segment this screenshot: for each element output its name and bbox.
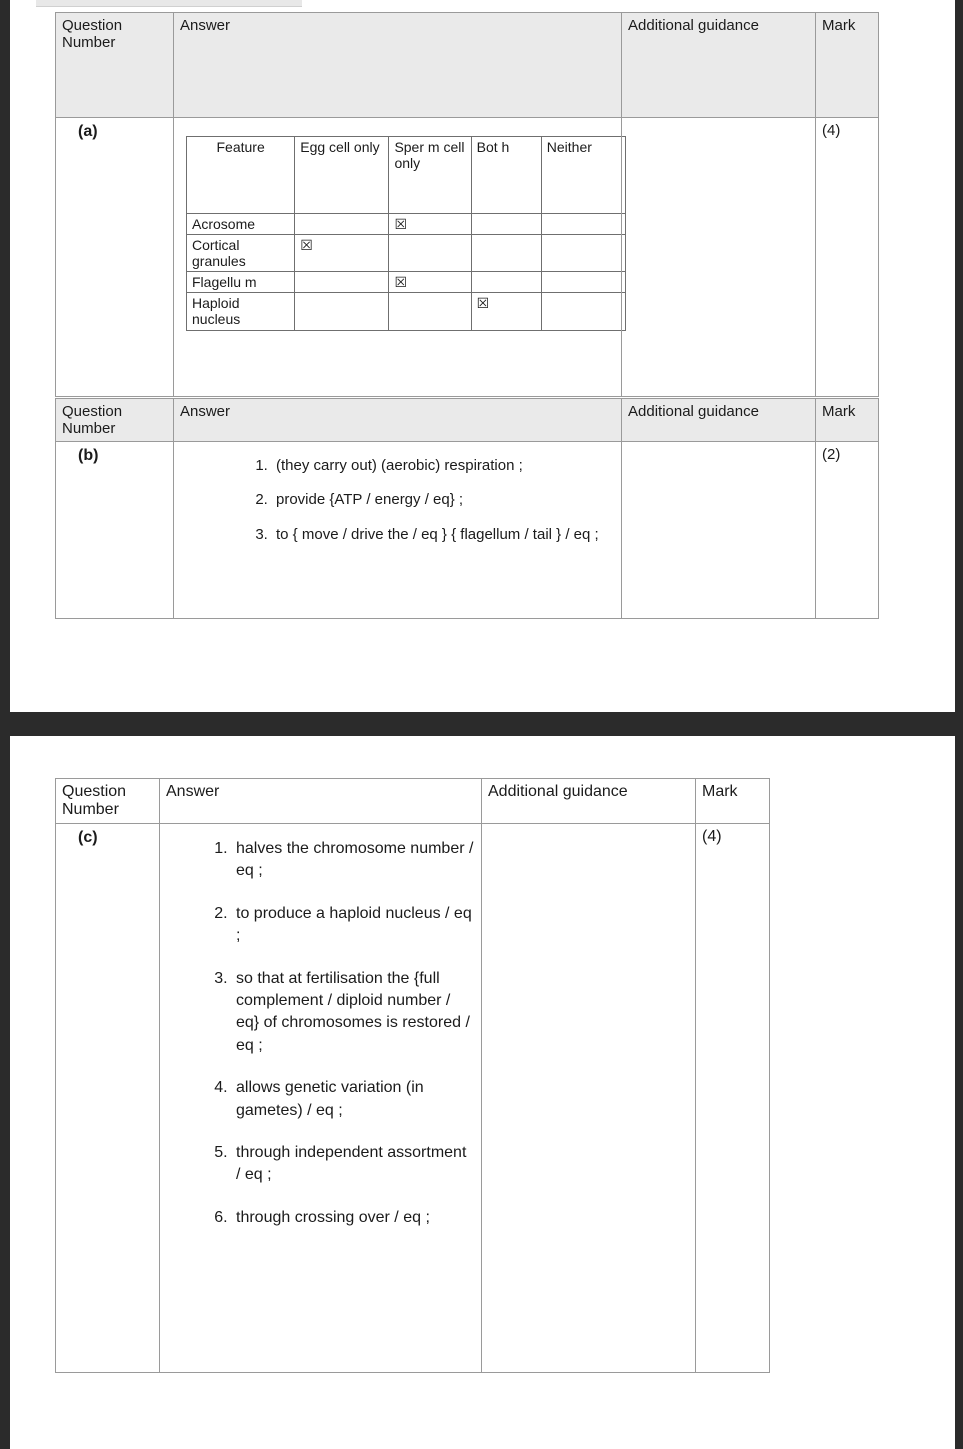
checkbox-cortical-neither[interactable] xyxy=(541,235,625,272)
feature-row-cortical-granules xyxy=(187,235,626,272)
header-answer: Answer xyxy=(174,13,622,118)
answer-point: 6. through crossing over / eq ; xyxy=(232,1207,475,1229)
right-gutter-2 xyxy=(955,736,963,1449)
header-question-line2-c: Number xyxy=(62,801,119,818)
header-question-number xyxy=(56,13,174,118)
additional-guidance-cell-c xyxy=(482,824,696,1373)
header-question-line1-c: Question xyxy=(62,783,127,800)
checkbox-acrosome-egg[interactable] xyxy=(295,214,389,235)
header-additional-guidance-b: Additional guidance xyxy=(622,399,816,442)
answer-point: 3. so that at fertilisation the {full complement / diploid number / eq} of chromosomes is restored / eq ; xyxy=(232,968,475,1058)
checkbox-cortical-egg[interactable]: ☒ xyxy=(295,235,389,272)
header-additional-guidance: Additional guidance xyxy=(622,13,816,118)
feature-name-haploid-nucleus: Haploid nucleus xyxy=(187,293,295,330)
additional-guidance-cell-a xyxy=(622,118,816,397)
header-question-line1-b: Question xyxy=(62,403,123,420)
answer-cell-c xyxy=(160,824,482,1373)
header-question-line2: Number xyxy=(62,34,116,51)
answer-point: 4. allows genetic variation (in gametes) / eq ; xyxy=(232,1077,475,1122)
checkbox-flagellum-egg[interactable] xyxy=(295,272,389,293)
checkbox-flagellum-neither[interactable] xyxy=(541,272,625,293)
header-question-line1: Question xyxy=(62,17,123,34)
part-label-a: (a) xyxy=(78,123,98,140)
question-number-cell-a xyxy=(56,118,174,397)
answer-cell-a xyxy=(174,118,622,397)
header-mark-b: Mark xyxy=(816,399,879,442)
page-separator-band xyxy=(0,712,963,736)
left-gutter xyxy=(0,0,10,712)
feature-col-header-feature: Feature xyxy=(187,137,295,214)
feature-matching-table xyxy=(186,136,626,331)
answer-cell-b xyxy=(174,442,622,619)
mark-scheme-table-part-b xyxy=(55,398,879,619)
checkbox-cortical-sperm[interactable] xyxy=(389,235,471,272)
header-mark-c: Mark xyxy=(696,779,770,824)
feature-col-header-egg-cell-only: Egg cell only xyxy=(295,137,389,214)
header-answer-c: Answer xyxy=(160,779,482,824)
checkbox-cortical-both[interactable] xyxy=(471,235,541,272)
checkbox-haploid-egg[interactable] xyxy=(295,293,389,330)
right-gutter xyxy=(955,0,963,712)
checkbox-flagellum-sperm[interactable]: ☒ xyxy=(389,272,471,293)
header-mark: Mark xyxy=(816,13,879,118)
table-header-row-b xyxy=(56,399,879,442)
checkbox-acrosome-both[interactable] xyxy=(471,214,541,235)
checkbox-haploid-neither[interactable] xyxy=(541,293,625,330)
feature-col-header-both: Bot h xyxy=(471,137,541,214)
answer-point: 1. (they carry out) (aerobic) respiration ; xyxy=(272,456,615,476)
feature-row-flagellum xyxy=(187,272,626,293)
mark-scheme-table-part-a xyxy=(55,12,879,397)
table-row-part-a xyxy=(56,118,879,397)
header-question-number-b xyxy=(56,399,174,442)
feature-row-haploid-nucleus xyxy=(187,293,626,330)
answer-point: 2. to produce a haploid nucleus / eq ; xyxy=(232,903,475,948)
checkbox-haploid-sperm[interactable] xyxy=(389,293,471,330)
table-row-part-c xyxy=(56,824,770,1373)
feature-name-acrosome: Acrosome xyxy=(187,214,295,235)
header-answer-b: Answer xyxy=(174,399,622,442)
answer-point: 1. halves the chromosome number / eq ; xyxy=(232,838,475,883)
header-question-number-c xyxy=(56,779,160,824)
answer-point: 2. provide {ATP / energy / eq} ; xyxy=(272,490,615,510)
header-question-line2-b: Number xyxy=(62,420,116,437)
feature-col-header-sperm-cell-only: Sper m cell only xyxy=(389,137,471,214)
feature-row-acrosome xyxy=(187,214,626,235)
answer-point: 5. through independent assortment / eq ; xyxy=(232,1142,475,1187)
table-header-row-c xyxy=(56,779,770,824)
table-row-part-b xyxy=(56,442,879,619)
page-top-notch xyxy=(36,0,302,7)
checkbox-acrosome-neither[interactable] xyxy=(541,214,625,235)
answer-point: 3. to { move / drive the / eq } { flagellum / tail } / eq ; xyxy=(272,525,615,545)
feature-table-header-row xyxy=(187,137,626,214)
checkbox-flagellum-both[interactable] xyxy=(471,272,541,293)
additional-guidance-cell-b xyxy=(622,442,816,619)
part-label-c: (c) xyxy=(78,829,98,846)
table-header-row xyxy=(56,13,879,118)
part-label-b: (b) xyxy=(78,447,99,464)
left-gutter-2 xyxy=(0,736,10,1449)
checkbox-acrosome-sperm[interactable]: ☒ xyxy=(389,214,471,235)
feature-name-flagellum: Flagellu m xyxy=(187,272,295,293)
feature-col-header-neither: Neither xyxy=(541,137,625,214)
feature-name-cortical-granules: Cortical granules xyxy=(187,235,295,272)
mark-cell-c: (4) xyxy=(696,824,770,1373)
mark-cell-b: (2) xyxy=(816,442,879,619)
header-additional-guidance-c: Additional guidance xyxy=(482,779,696,824)
checkbox-haploid-both[interactable]: ☒ xyxy=(471,293,541,330)
answer-point-list-b xyxy=(180,456,615,545)
question-number-cell-c xyxy=(56,824,160,1373)
mark-cell-a: (4) xyxy=(816,118,879,397)
mark-scheme-table-part-c xyxy=(55,778,770,1373)
answer-point-list-c xyxy=(166,838,475,1229)
question-number-cell-b xyxy=(56,442,174,619)
